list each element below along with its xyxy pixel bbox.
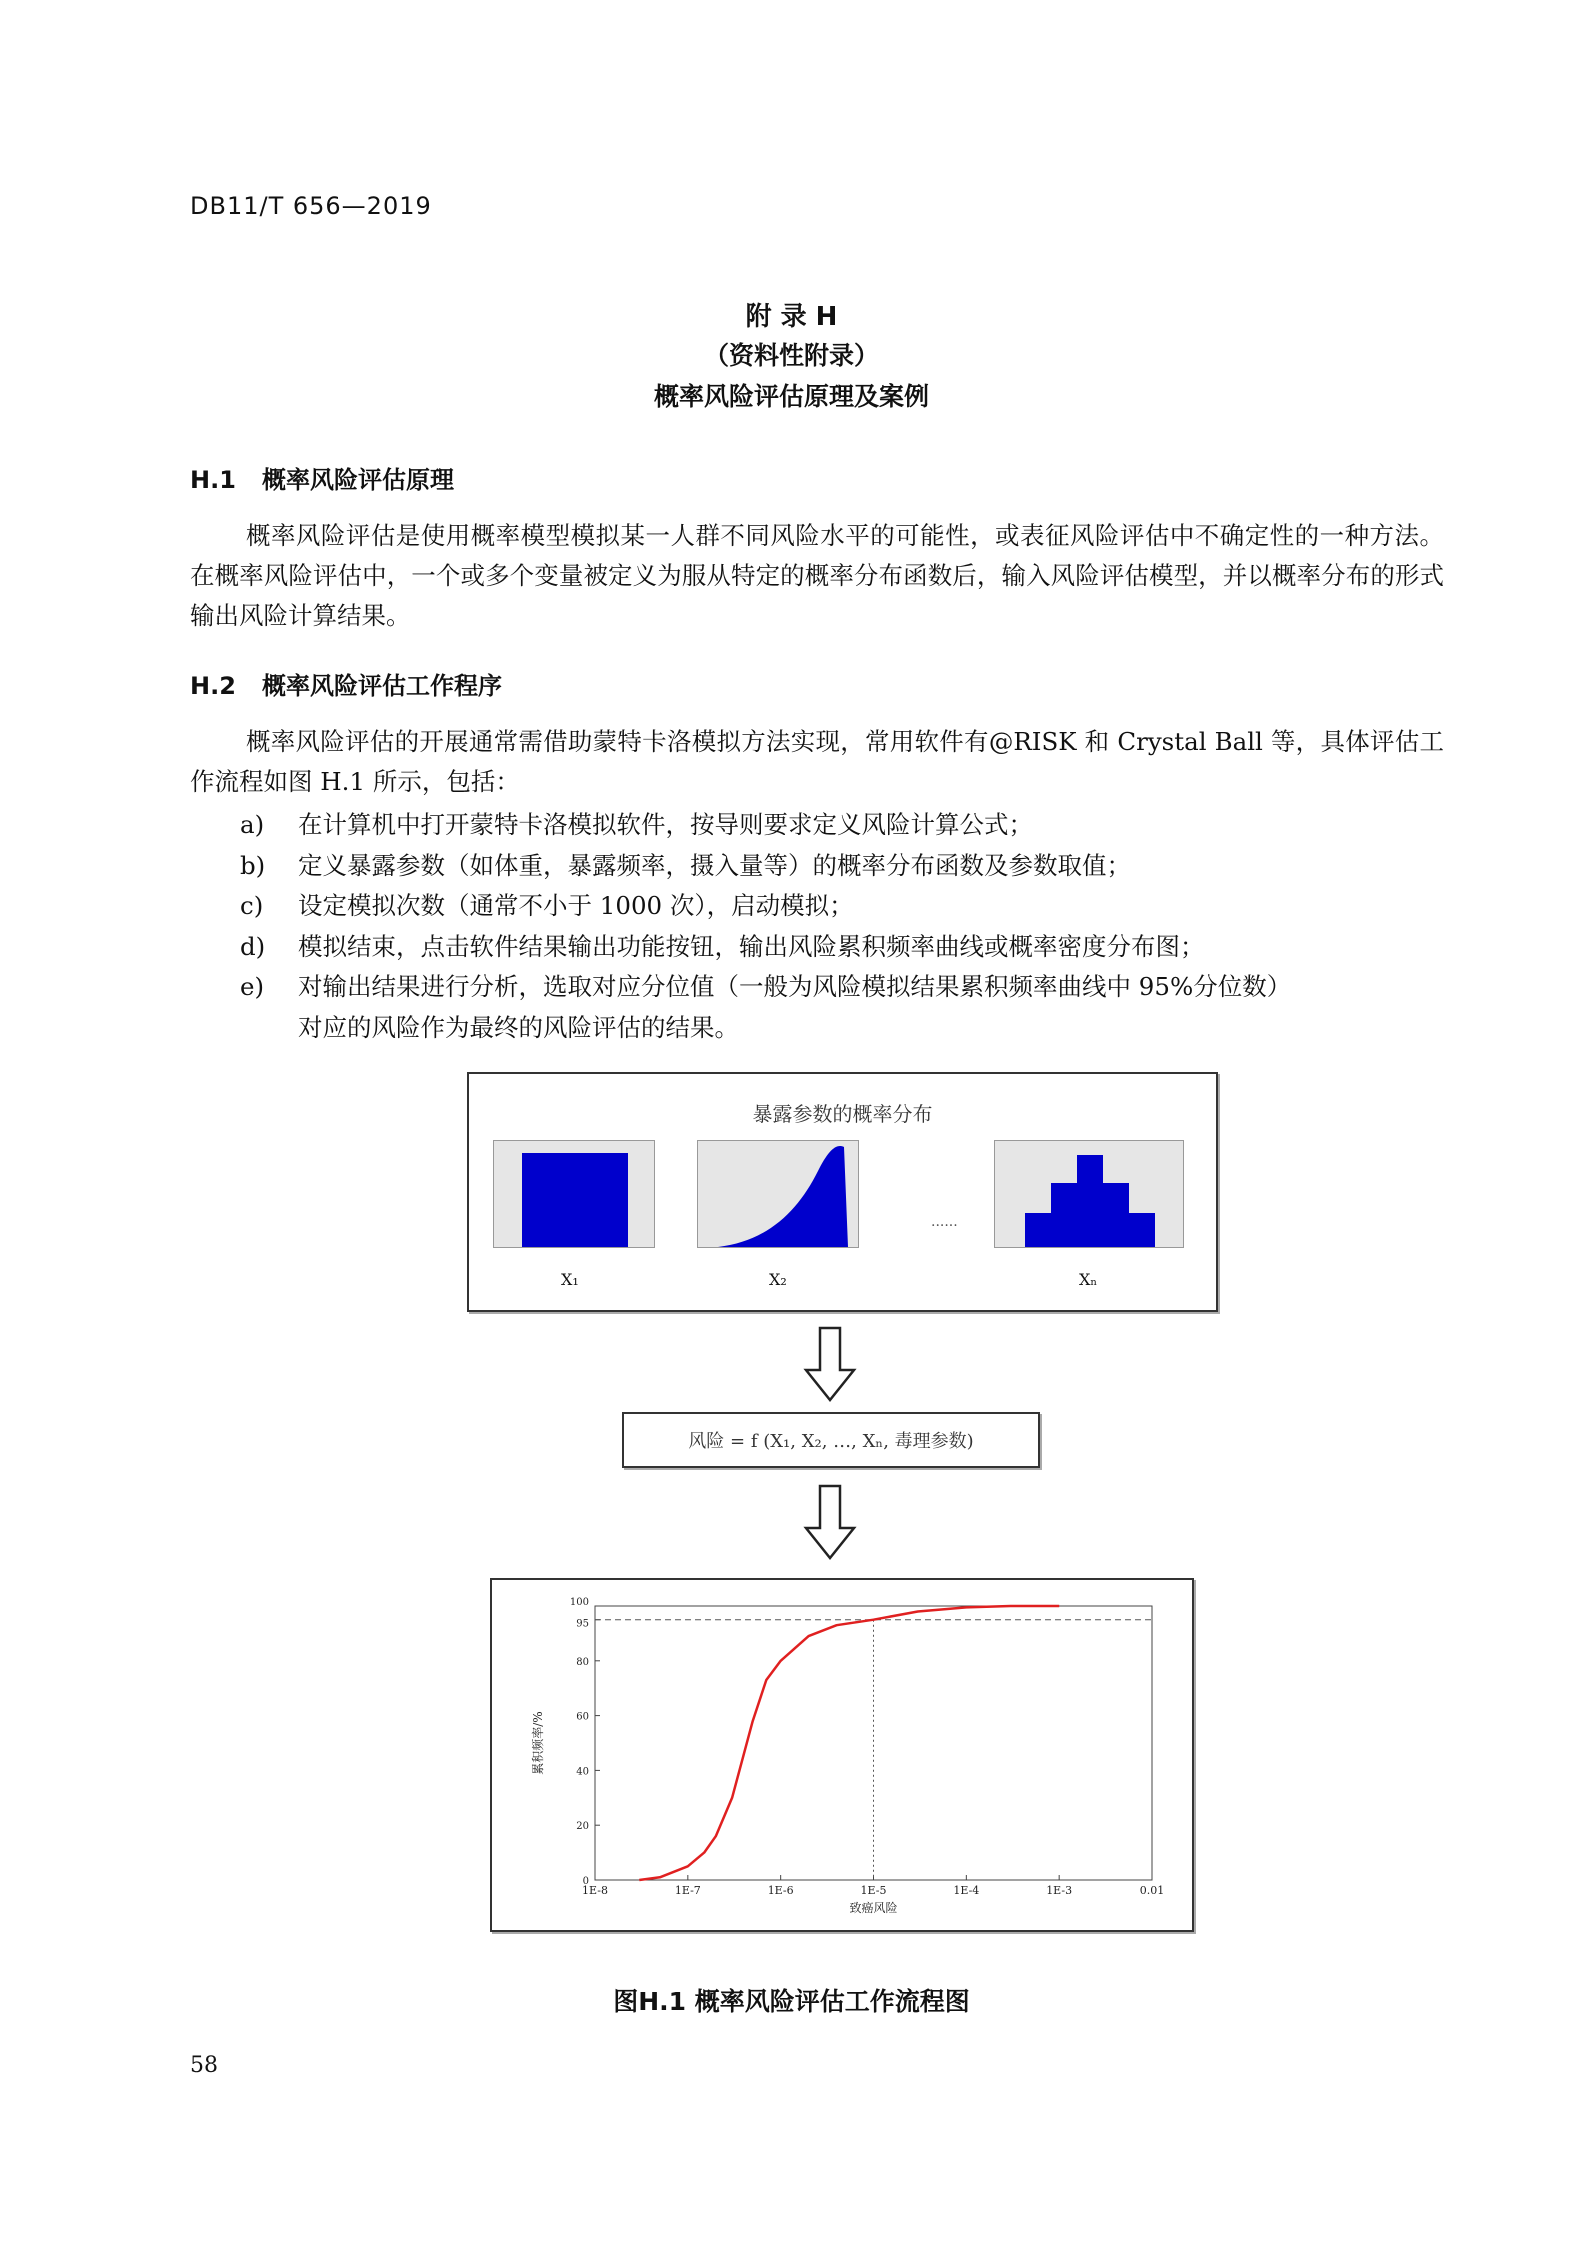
skewed-distribution <box>697 1140 859 1248</box>
x-axis-label: 致癌风险 <box>849 1901 898 1915</box>
skewed-curve <box>718 1146 848 1247</box>
discrete-distribution <box>994 1140 1184 1248</box>
uniform-distribution <box>493 1140 655 1248</box>
y-tick-label: 95 <box>576 1618 589 1630</box>
x-tick-label: 1E-8 <box>582 1884 608 1897</box>
item-label: d) <box>240 931 266 961</box>
y-axis-label: 累积频率/% <box>531 1711 545 1775</box>
uniform-distribution-plot <box>494 1141 654 1247</box>
y-tick-label: 60 <box>576 1711 589 1723</box>
y-tick-label: 40 <box>576 1766 589 1778</box>
x-tick-label: 1E-4 <box>953 1884 980 1897</box>
x-tick-label: 1E-7 <box>674 1884 701 1897</box>
down-arrow-icon <box>802 1484 858 1562</box>
y-tick-label: 100 <box>569 1597 589 1608</box>
paragraph-text: 概率风险评估的开展通常需借助蒙特卡洛模拟方法实现，常用软件有@RISK 和 Crystal Ball 等，具体评估工作流程如图 H.1 所示，包括： <box>190 727 1444 796</box>
item-text: 设定模拟次数（通常不小于 1000 次），启动模拟； <box>298 891 854 920</box>
section-h1-paragraph <box>190 516 1444 636</box>
x-tick-label: 1E-6 <box>767 1884 794 1897</box>
section-h2-paragraph <box>190 722 1444 802</box>
formula-text: 风险 = f (X₁, X₂, …, Xₙ, 毒理参数) <box>688 1431 974 1452</box>
list-item <box>240 805 1444 846</box>
cumulative-frequency-chart <box>492 1580 1192 1930</box>
item-label: e) <box>240 972 265 1001</box>
item-text: 在计算机中打开蒙特卡洛模拟软件，按导则要求定义风险计算公式； <box>298 810 1033 839</box>
discrete-distribution-plot <box>995 1141 1183 1247</box>
item-label: b) <box>240 850 266 880</box>
formula-box <box>622 1412 1040 1468</box>
skewed-distribution-plot <box>698 1141 858 1247</box>
xn-label: Xₙ <box>1079 1270 1098 1289</box>
uniform-bar <box>522 1153 628 1247</box>
x2-label: X₂ <box>769 1270 787 1289</box>
list-item <box>240 927 1444 968</box>
appendix-title: 概率风险评估原理及案例 <box>653 382 929 411</box>
item-text: 定义暴露参数（如体重，暴露频率，摄入量等）的概率分布函数及参数取值； <box>298 850 1131 880</box>
x1-label: X₁ <box>561 1270 579 1289</box>
document-id: DB11/T 656—2019 <box>190 192 432 220</box>
appendix-type: （资料性附录） <box>703 341 879 370</box>
list-item <box>240 886 1444 927</box>
down-arrow-icon <box>802 1326 858 1404</box>
appendix-label: 附 录 H <box>745 302 838 332</box>
x-tick-label: 0.01 <box>1139 1884 1165 1897</box>
item-text: 对输出结果进行分析，选取对应分位值（一般为风险模拟结果累积频率曲线中 95%分位数） <box>298 972 1292 1001</box>
item-label: a) <box>240 810 265 839</box>
section-h2-heading <box>190 666 502 701</box>
list-item <box>240 846 1444 887</box>
plot-frame <box>595 1606 1152 1880</box>
list-item-continuation: 对应的风险作为最终的风险评估的结果。 <box>298 1012 739 1042</box>
cumulative-frequency-panel <box>490 1578 1194 1932</box>
y-tick-label: 20 <box>576 1821 589 1833</box>
discrete-bar-base <box>1025 1213 1155 1247</box>
item-text: 模拟结束，点击软件结果输出功能按钮，输出风险累积频率曲线或概率密度分布图； <box>298 931 1205 961</box>
section-number: H.2 <box>190 672 236 700</box>
y-tick-label: 80 <box>576 1656 589 1668</box>
figure-caption: 图H.1 概率风险评估工作流程图 <box>613 1987 970 2016</box>
section-h1-heading <box>190 460 454 495</box>
list-item <box>240 967 1444 1008</box>
x-tick-label: 1E-5 <box>860 1884 887 1897</box>
paragraph-text: 概率风险评估是使用概率模型模拟某一人群不同风险水平的可能性，或表征风险评估中不确定性的一种方法。在概率风险评估中，一个或多个变量被定义为服从特定的概率分布函数后，输入风险评估模型，并以概率分布的形式输出风险计算结果。 <box>190 521 1444 630</box>
section-number: H.1 <box>190 466 236 494</box>
y-tick-label: 0 <box>582 1876 589 1887</box>
page-number: 58 <box>190 2053 218 2078</box>
x-tick-label: 1E-3 <box>1046 1884 1073 1897</box>
steps-list <box>240 805 1444 1048</box>
distribution-title: 暴露参数的概率分布 <box>752 1102 933 1126</box>
cumulative-curve <box>639 1606 1059 1880</box>
section-title: 概率风险评估原理 <box>262 466 454 494</box>
section-title: 概率风险评估工作程序 <box>262 672 502 700</box>
item-label: c) <box>240 891 264 920</box>
distribution-panel <box>467 1072 1218 1312</box>
ellipsis: ...... <box>931 1214 958 1230</box>
